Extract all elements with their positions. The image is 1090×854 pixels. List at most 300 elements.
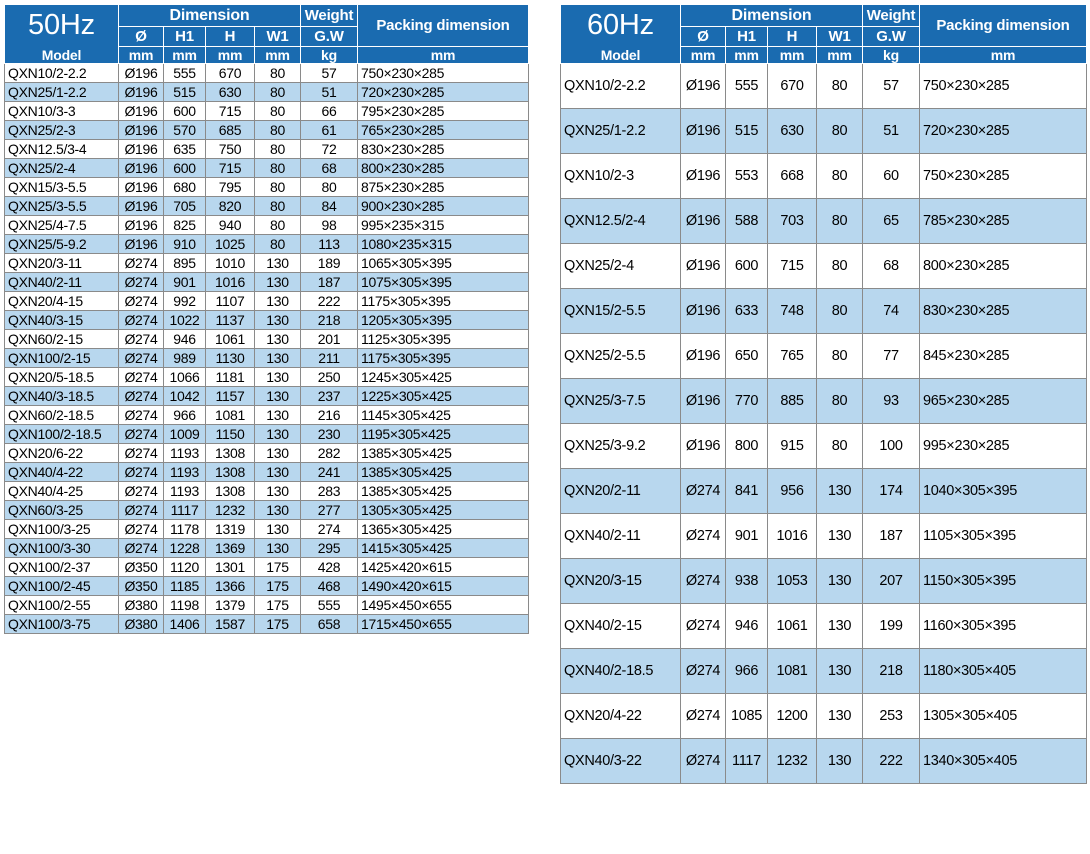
w1-header: W1 xyxy=(255,27,301,47)
diameter-cell: Ø196 xyxy=(681,424,726,469)
h1-cell: 938 xyxy=(726,559,768,604)
w1-cell: 80 xyxy=(255,159,301,178)
w1-cell: 130 xyxy=(817,694,863,739)
model-cell: QXN10/2-2.2 xyxy=(561,64,681,109)
table-row xyxy=(5,501,529,520)
packing-cell: 1245×305×425 xyxy=(358,368,529,387)
packing-cell: 1125×305×395 xyxy=(358,330,529,349)
table-row xyxy=(5,216,529,235)
weight-cell: 216 xyxy=(301,406,358,425)
diameter-cell: Ø196 xyxy=(681,379,726,424)
weight-cell: 100 xyxy=(863,424,920,469)
packing-cell: 795×230×285 xyxy=(358,102,529,121)
h1-cell: 1228 xyxy=(164,539,206,558)
weight-cell: 93 xyxy=(863,379,920,424)
h-cell: 795 xyxy=(206,178,255,197)
model-cell: QXN20/5-18.5 xyxy=(5,368,119,387)
packing-cell: 1195×305×425 xyxy=(358,425,529,444)
weight-cell: 250 xyxy=(301,368,358,387)
table-row xyxy=(5,292,529,311)
diameter-cell: Ø274 xyxy=(119,482,164,501)
weight-cell: 282 xyxy=(301,444,358,463)
weight-cell: 68 xyxy=(863,244,920,289)
h1-cell: 1066 xyxy=(164,368,206,387)
h-cell: 715 xyxy=(206,159,255,178)
h-cell: 820 xyxy=(206,197,255,216)
packing-cell: 750×230×285 xyxy=(920,154,1087,199)
h-cell: 1157 xyxy=(206,387,255,406)
model-cell: QXN25/1-2.2 xyxy=(5,83,119,102)
model-cell: QXN40/3-18.5 xyxy=(5,387,119,406)
w1-cell: 80 xyxy=(255,235,301,254)
packing-cell: 800×230×285 xyxy=(358,159,529,178)
table-row xyxy=(5,615,529,634)
h1-cell: 1117 xyxy=(726,739,768,784)
h-cell: 1081 xyxy=(768,649,817,694)
w1-cell: 130 xyxy=(255,501,301,520)
h1-cell: 570 xyxy=(164,121,206,140)
model-cell: QXN40/4-25 xyxy=(5,482,119,501)
packing-cell: 845×230×285 xyxy=(920,334,1087,379)
packing-cell: 965×230×285 xyxy=(920,379,1087,424)
model-cell: QXN20/2-11 xyxy=(561,469,681,514)
model-header: Model xyxy=(5,47,119,64)
weight-cell: 51 xyxy=(301,83,358,102)
packing-cell: 750×230×285 xyxy=(358,64,529,83)
table-row xyxy=(561,649,1087,694)
unit-mm: mm xyxy=(768,47,817,64)
w1-cell: 130 xyxy=(817,469,863,514)
packing-cell: 1340×305×405 xyxy=(920,739,1087,784)
model-cell: QXN25/5-9.2 xyxy=(5,235,119,254)
h-cell: 670 xyxy=(768,64,817,109)
packing-cell: 1145×305×425 xyxy=(358,406,529,425)
weight-cell: 295 xyxy=(301,539,358,558)
h-cell: 1379 xyxy=(206,596,255,615)
w1-cell: 175 xyxy=(255,615,301,634)
frequency-title: 60Hz xyxy=(561,5,681,47)
weight-cell: 84 xyxy=(301,197,358,216)
model-cell: QXN100/2-18.5 xyxy=(5,425,119,444)
weight-cell: 113 xyxy=(301,235,358,254)
table-row xyxy=(561,64,1087,109)
h1-cell: 966 xyxy=(164,406,206,425)
weight-cell: 253 xyxy=(863,694,920,739)
gw-header: G.W xyxy=(863,27,920,47)
diameter-cell: Ø196 xyxy=(119,178,164,197)
h-cell: 940 xyxy=(206,216,255,235)
table-row xyxy=(5,349,529,368)
diameter-cell: Ø196 xyxy=(681,109,726,154)
table-row xyxy=(5,102,529,121)
h1-cell: 515 xyxy=(164,83,206,102)
diameter-cell: Ø196 xyxy=(681,64,726,109)
h1-cell: 633 xyxy=(726,289,768,334)
diameter-cell: Ø274 xyxy=(119,349,164,368)
w1-cell: 80 xyxy=(817,64,863,109)
table-row xyxy=(5,197,529,216)
h-header: H xyxy=(206,27,255,47)
w1-cell: 130 xyxy=(255,330,301,349)
table-row xyxy=(561,244,1087,289)
w1-cell: 130 xyxy=(255,311,301,330)
weight-cell: 211 xyxy=(301,349,358,368)
diameter-cell: Ø350 xyxy=(119,577,164,596)
w1-cell: 130 xyxy=(817,649,863,694)
h-cell: 885 xyxy=(768,379,817,424)
w1-cell: 80 xyxy=(255,140,301,159)
packing-cell: 995×235×315 xyxy=(358,216,529,235)
h1-cell: 600 xyxy=(726,244,768,289)
weight-cell: 74 xyxy=(863,289,920,334)
diameter-cell: Ø196 xyxy=(119,83,164,102)
h1-cell: 635 xyxy=(164,140,206,159)
weight-cell: 199 xyxy=(863,604,920,649)
w1-cell: 80 xyxy=(817,154,863,199)
h-cell: 1010 xyxy=(206,254,255,273)
packing-cell: 875×230×285 xyxy=(358,178,529,197)
packing-cell: 765×230×285 xyxy=(358,121,529,140)
h-cell: 1137 xyxy=(206,311,255,330)
h1-cell: 825 xyxy=(164,216,206,235)
packing-cell: 1715×450×655 xyxy=(358,615,529,634)
w1-cell: 130 xyxy=(255,406,301,425)
h-cell: 1150 xyxy=(206,425,255,444)
diameter-header: Ø xyxy=(119,27,164,47)
h1-cell: 1085 xyxy=(726,694,768,739)
w1-cell: 130 xyxy=(255,273,301,292)
packing-cell: 1175×305×395 xyxy=(358,292,529,311)
table-row xyxy=(5,425,529,444)
model-cell: QXN20/4-22 xyxy=(561,694,681,739)
h-cell: 670 xyxy=(206,64,255,83)
w1-cell: 130 xyxy=(255,444,301,463)
h1-cell: 515 xyxy=(726,109,768,154)
model-cell: QXN40/2-18.5 xyxy=(561,649,681,694)
dimension-header: Dimension xyxy=(119,5,301,27)
diameter-cell: Ø196 xyxy=(119,140,164,159)
diameter-cell: Ø196 xyxy=(119,235,164,254)
diameter-cell: Ø274 xyxy=(681,559,726,604)
weight-cell: 555 xyxy=(301,596,358,615)
diameter-cell: Ø196 xyxy=(681,334,726,379)
frequency-title: 50Hz xyxy=(5,5,119,47)
model-cell: QXN25/2-5.5 xyxy=(561,334,681,379)
w1-cell: 80 xyxy=(255,102,301,121)
w1-cell: 130 xyxy=(255,368,301,387)
h1-cell: 1120 xyxy=(164,558,206,577)
packing-cell: 900×230×285 xyxy=(358,197,529,216)
unit-mm: mm xyxy=(119,47,164,64)
w1-cell: 130 xyxy=(255,349,301,368)
weight-cell: 207 xyxy=(863,559,920,604)
packing-cell: 1150×305×395 xyxy=(920,559,1087,604)
table-row xyxy=(561,154,1087,199)
spec-table-60hz xyxy=(560,4,1087,784)
model-cell: QXN40/4-22 xyxy=(5,463,119,482)
packing-cell: 785×230×285 xyxy=(920,199,1087,244)
w1-cell: 80 xyxy=(255,197,301,216)
diameter-cell: Ø380 xyxy=(119,615,164,634)
weight-cell: 274 xyxy=(301,520,358,539)
h1-cell: 989 xyxy=(164,349,206,368)
packing-cell: 1065×305×395 xyxy=(358,254,529,273)
packing-cell: 720×230×285 xyxy=(358,83,529,102)
model-cell: QXN100/2-37 xyxy=(5,558,119,577)
diameter-cell: Ø196 xyxy=(681,244,726,289)
h1-cell: 966 xyxy=(726,649,768,694)
unit-mm: mm xyxy=(817,47,863,64)
h1-cell: 895 xyxy=(164,254,206,273)
model-header: Model xyxy=(561,47,681,64)
table-row xyxy=(5,159,529,178)
packing-cell: 1425×420×615 xyxy=(358,558,529,577)
h-cell: 765 xyxy=(768,334,817,379)
weight-cell: 218 xyxy=(863,649,920,694)
h-cell: 915 xyxy=(768,424,817,469)
weight-cell: 174 xyxy=(863,469,920,514)
h-cell: 685 xyxy=(206,121,255,140)
w1-cell: 80 xyxy=(255,178,301,197)
packing-cell: 720×230×285 xyxy=(920,109,1087,154)
model-cell: QXN15/3-5.5 xyxy=(5,178,119,197)
packing-cell: 1180×305×405 xyxy=(920,649,1087,694)
model-cell: QXN100/3-30 xyxy=(5,539,119,558)
h-cell: 1366 xyxy=(206,577,255,596)
h-cell: 1081 xyxy=(206,406,255,425)
model-cell: QXN25/4-7.5 xyxy=(5,216,119,235)
h-cell: 1308 xyxy=(206,444,255,463)
table-body-60hz xyxy=(561,64,1087,784)
h1-cell: 555 xyxy=(726,64,768,109)
unit-mm: mm xyxy=(681,47,726,64)
table-row xyxy=(5,577,529,596)
unit-mm: mm xyxy=(920,47,1087,64)
h-cell: 1107 xyxy=(206,292,255,311)
diameter-cell: Ø274 xyxy=(681,514,726,559)
h1-cell: 1193 xyxy=(164,463,206,482)
model-cell: QXN25/2-4 xyxy=(561,244,681,289)
weight-cell: 80 xyxy=(301,178,358,197)
w1-cell: 175 xyxy=(255,577,301,596)
table-row xyxy=(561,514,1087,559)
h-cell: 668 xyxy=(768,154,817,199)
h1-cell: 1042 xyxy=(164,387,206,406)
h1-cell: 553 xyxy=(726,154,768,199)
diameter-cell: Ø274 xyxy=(119,539,164,558)
packing-cell: 1175×305×395 xyxy=(358,349,529,368)
table-row xyxy=(561,469,1087,514)
h-cell: 1308 xyxy=(206,482,255,501)
diameter-cell: Ø196 xyxy=(681,289,726,334)
weight-cell: 218 xyxy=(301,311,358,330)
table-row xyxy=(5,539,529,558)
unit-mm: mm xyxy=(726,47,768,64)
weight-cell: 201 xyxy=(301,330,358,349)
diameter-cell: Ø196 xyxy=(681,199,726,244)
table-row xyxy=(5,330,529,349)
packing-cell: 1105×305×395 xyxy=(920,514,1087,559)
model-cell: QXN25/2-3 xyxy=(5,121,119,140)
h-cell: 1061 xyxy=(768,604,817,649)
model-cell: QXN40/2-11 xyxy=(5,273,119,292)
h1-cell: 901 xyxy=(726,514,768,559)
w1-cell: 80 xyxy=(255,216,301,235)
w1-cell: 80 xyxy=(817,289,863,334)
packing-cell: 1495×450×655 xyxy=(358,596,529,615)
h1-header: H1 xyxy=(164,27,206,47)
table-row xyxy=(5,482,529,501)
h-cell: 1016 xyxy=(206,273,255,292)
h-cell: 1061 xyxy=(206,330,255,349)
model-cell: QXN20/3-11 xyxy=(5,254,119,273)
model-cell: QXN12.5/2-4 xyxy=(561,199,681,244)
diameter-cell: Ø274 xyxy=(119,292,164,311)
w1-cell: 130 xyxy=(255,463,301,482)
diameter-header: Ø xyxy=(681,27,726,47)
diameter-cell: Ø274 xyxy=(681,739,726,784)
table-row xyxy=(5,444,529,463)
diameter-cell: Ø274 xyxy=(119,330,164,349)
packing-cell: 1205×305×395 xyxy=(358,311,529,330)
packing-cell: 1305×305×425 xyxy=(358,501,529,520)
h1-header: H1 xyxy=(726,27,768,47)
w1-cell: 130 xyxy=(255,254,301,273)
diameter-cell: Ø274 xyxy=(119,387,164,406)
packing-cell: 995×230×285 xyxy=(920,424,1087,469)
h1-cell: 1193 xyxy=(164,482,206,501)
table-row xyxy=(5,121,529,140)
diameter-cell: Ø196 xyxy=(119,216,164,235)
weight-cell: 68 xyxy=(301,159,358,178)
h1-cell: 680 xyxy=(164,178,206,197)
diameter-cell: Ø196 xyxy=(119,102,164,121)
model-cell: QXN100/3-75 xyxy=(5,615,119,634)
table-row xyxy=(5,140,529,159)
h1-cell: 910 xyxy=(164,235,206,254)
model-cell: QXN25/3-9.2 xyxy=(561,424,681,469)
model-cell: QXN10/2-2.2 xyxy=(5,64,119,83)
packing-cell: 750×230×285 xyxy=(920,64,1087,109)
w1-cell: 130 xyxy=(255,520,301,539)
h-cell: 1319 xyxy=(206,520,255,539)
h-cell: 630 xyxy=(768,109,817,154)
h-cell: 1016 xyxy=(768,514,817,559)
diameter-cell: Ø274 xyxy=(119,463,164,482)
model-cell: QXN12.5/3-4 xyxy=(5,140,119,159)
weight-cell: 65 xyxy=(863,199,920,244)
w1-cell: 80 xyxy=(817,109,863,154)
h1-cell: 992 xyxy=(164,292,206,311)
model-cell: QXN25/3-7.5 xyxy=(561,379,681,424)
packing-header: Packing dimension xyxy=(920,5,1087,47)
w1-cell: 80 xyxy=(817,244,863,289)
diameter-cell: Ø274 xyxy=(119,311,164,330)
weight-cell: 187 xyxy=(301,273,358,292)
h1-cell: 600 xyxy=(164,102,206,121)
h1-cell: 1022 xyxy=(164,311,206,330)
table-row xyxy=(561,559,1087,604)
w1-cell: 130 xyxy=(255,387,301,406)
diameter-cell: Ø274 xyxy=(119,254,164,273)
packing-cell: 1075×305×395 xyxy=(358,273,529,292)
weight-cell: 222 xyxy=(301,292,358,311)
model-cell: QXN60/2-15 xyxy=(5,330,119,349)
unit-kg: kg xyxy=(301,47,358,64)
table-row xyxy=(561,379,1087,424)
h-cell: 630 xyxy=(206,83,255,102)
h1-cell: 1117 xyxy=(164,501,206,520)
table-row xyxy=(561,289,1087,334)
h1-cell: 650 xyxy=(726,334,768,379)
h-cell: 750 xyxy=(206,140,255,159)
h1-cell: 1178 xyxy=(164,520,206,539)
model-cell: QXN10/2-3 xyxy=(561,154,681,199)
diameter-cell: Ø274 xyxy=(681,694,726,739)
h1-cell: 946 xyxy=(164,330,206,349)
weight-cell: 658 xyxy=(301,615,358,634)
table-row xyxy=(5,463,529,482)
diameter-cell: Ø274 xyxy=(119,368,164,387)
packing-cell: 1305×305×405 xyxy=(920,694,1087,739)
table-row xyxy=(5,64,529,83)
packing-cell: 1415×305×425 xyxy=(358,539,529,558)
table-row xyxy=(561,334,1087,379)
weight-cell: 98 xyxy=(301,216,358,235)
packing-cell: 830×230×285 xyxy=(358,140,529,159)
h-cell: 1232 xyxy=(206,501,255,520)
diameter-cell: Ø274 xyxy=(681,469,726,514)
h-cell: 1308 xyxy=(206,463,255,482)
h-cell: 1301 xyxy=(206,558,255,577)
packing-cell: 1385×305×425 xyxy=(358,463,529,482)
model-cell: QXN20/4-15 xyxy=(5,292,119,311)
w1-cell: 175 xyxy=(255,596,301,615)
weight-cell: 428 xyxy=(301,558,358,577)
w1-cell: 80 xyxy=(817,334,863,379)
w1-cell: 80 xyxy=(255,121,301,140)
table-row xyxy=(5,368,529,387)
table-row xyxy=(561,424,1087,469)
unit-mm: mm xyxy=(358,47,529,64)
model-cell: QXN40/3-15 xyxy=(5,311,119,330)
model-cell: QXN25/3-5.5 xyxy=(5,197,119,216)
packing-cell: 1160×305×395 xyxy=(920,604,1087,649)
h-cell: 956 xyxy=(768,469,817,514)
w1-cell: 130 xyxy=(255,482,301,501)
h-cell: 1130 xyxy=(206,349,255,368)
h1-cell: 1406 xyxy=(164,615,206,634)
h-cell: 1587 xyxy=(206,615,255,634)
w1-cell: 130 xyxy=(255,425,301,444)
diameter-cell: Ø196 xyxy=(681,154,726,199)
weight-cell: 51 xyxy=(863,109,920,154)
w1-cell: 80 xyxy=(817,199,863,244)
h1-cell: 1009 xyxy=(164,425,206,444)
diameter-cell: Ø274 xyxy=(119,444,164,463)
packing-cell: 1490×420×615 xyxy=(358,577,529,596)
h1-cell: 770 xyxy=(726,379,768,424)
model-cell: QXN40/3-22 xyxy=(561,739,681,784)
w1-cell: 175 xyxy=(255,558,301,577)
weight-cell: 57 xyxy=(863,64,920,109)
model-cell: QXN20/6-22 xyxy=(5,444,119,463)
h-cell: 1200 xyxy=(768,694,817,739)
table-row xyxy=(5,83,529,102)
w1-cell: 130 xyxy=(817,739,863,784)
weight-cell: 283 xyxy=(301,482,358,501)
table-row xyxy=(561,694,1087,739)
